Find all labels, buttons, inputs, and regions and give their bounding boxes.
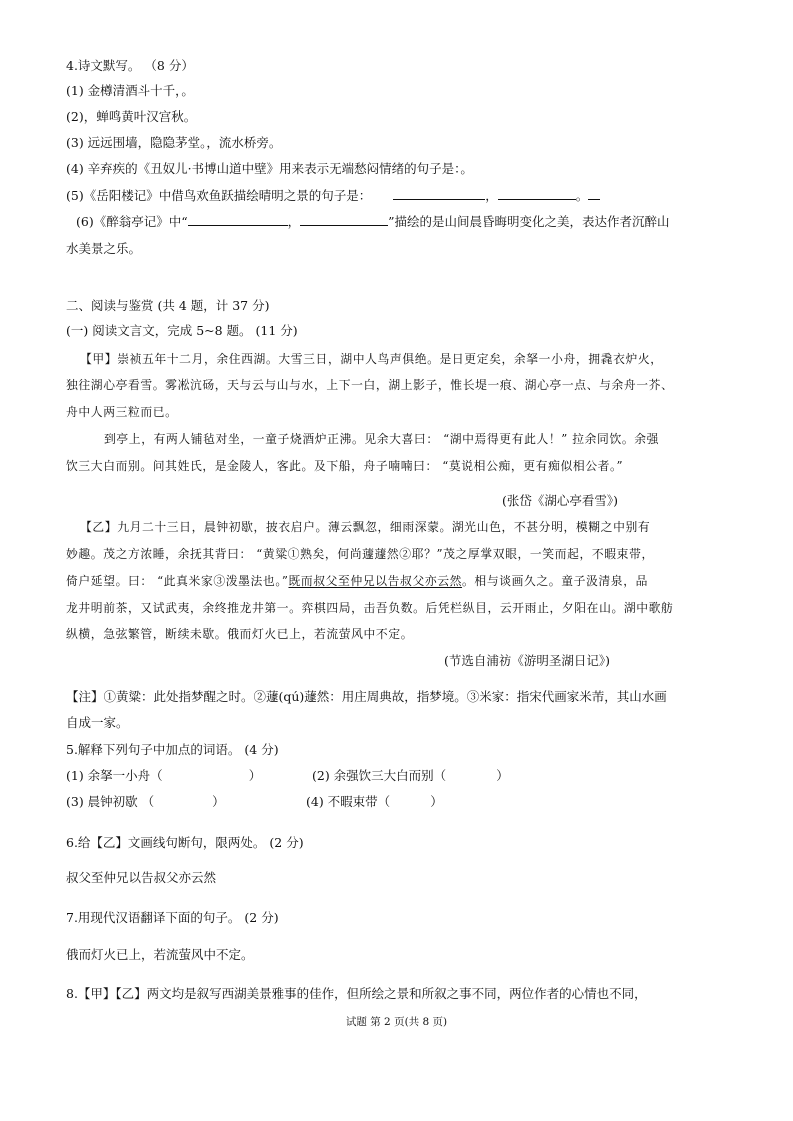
jia-p2-line2: 饮三大白而别。问其姓氏，是金陵人，客此。及下船，舟子喃喃曰： “莫说相公痴，更有痴似相公者。” [66,459,624,473]
yi-underlined-sentence: 既而叔父至仲兄以告叔父亦云然 [288,574,463,588]
yi-line3-tail: 。相与谈画久之。童子汲清泉，品 [462,574,648,588]
answer-blank[interactable] [498,187,576,200]
q7-sentence: 俄而灯火已上，若流萤风中不定。 [66,947,254,962]
yi-source: (节选自浦祊《游明圣湖日记》) [444,653,611,668]
q4-item-1: (1) 金樽清酒斗十千，。 [66,83,194,98]
yi-line2: 妙趣。茂之方浓睡，余抚其背曰： “黄粱①熟矣，何尚蘧蘧然②耶？”茂之厚掌双眼，一笑而起，不暇束带， [66,547,654,561]
answer-blank-tail [588,187,600,200]
q8-text: 8.【甲】【乙】两文均是叙写西湖美景雅事的佳作，但所绘之景和所叙之事不同，两位作者的心情也不同， [66,986,647,1001]
q5-item-3-text: (3) 晨钟初歇 （ [66,794,155,809]
q4-item-5-prompt: (5)《岳阳楼记》中借鸟欢鱼跃描绘晴明之景的句子是： [66,188,372,203]
q5-item-2 [312,767,509,785]
paren-close: ） [248,768,262,783]
yi-line1: 【乙】九月二十三日，晨钟初歇，披衣启户。薄云飘忽，细雨深蒙。湖光山色，不甚分明，模糊之中别有 [80,520,651,534]
answer-blank[interactable] [300,213,388,226]
yi-line4: 龙井明前茶，又试武夷，余终推龙井第一。弈棋四局，击吾负数。后凭栏纵目，云开雨止，夕阳在山。湖中歌舫 [66,601,674,615]
q5-item-4 [306,793,443,811]
answer-blank[interactable] [188,213,288,226]
section-title: 二、阅读与鉴赏 (共 4 题，计 37 分) [66,298,270,313]
note-line1: 【注】①黄粱：此处指梦醒之时。②蘧(qú)蘧然：用庄周典故，指梦境。③米家：指宋代画家米芾，其山水画 [66,689,667,704]
q4-item-6-prompt: (6)《醉翁亭记》中“ [76,214,188,229]
q4-item-6-cont: 水美景之乐。 [66,241,142,256]
period: 。 [575,188,589,203]
jia-p2-line1: 到亭上，有两人铺毡对坐，一童子烧酒炉正沸。见余大喜曰： “湖中焉得更有此人！” 拉余同饮。余强 [104,432,660,446]
q6-sentence: 叔父至仲兄以告叔父亦云然 [66,870,217,885]
section-subtitle: (一) 阅读文言文，完成 5~8 题。 (11 分) [66,323,298,338]
q4-item-3: (3) 远远围墙，隐隐茅堂。，流水桥旁。 [66,135,282,150]
answer-blank[interactable] [393,187,485,200]
q7-title: 7.用现代汉语翻译下面的句子。 (2 分) [66,910,279,925]
q4-item-6-text: ”描绘的是山间晨昏晦明变化之美，表达作者沉醉山 [388,214,670,229]
q4-item-2: (2)，蝉鸣黄叶汉宫秋。 [66,109,197,124]
jia-p1-line2: 独往湖心亭看雪。雾凇沆砀，天与云与山与水，上下一白，湖上影子，惟长堤一痕、湖心亭一点、与余舟一芥、 [66,378,674,392]
comma: ， [287,214,301,229]
paren-close: ） [430,794,443,809]
paren-close: ） [496,768,509,783]
q5-item-3 [66,793,225,811]
jia-source: (张岱《湖心亭看雪》) [502,493,619,508]
page-footer: 试题 第 2 页(共 8 页) [345,1016,448,1028]
note-line2: 自成一家。 [66,715,129,730]
paren-close: ） [212,794,225,809]
q4-item-4: (4) 辛弃疾的《丑奴儿·书博山道中壁》用来表示无端愁闷情绪的句子是：。 [66,161,473,176]
q5-item-2-text: (2) 余强饮三大白而别（ [312,768,447,783]
comma: ， [485,188,498,203]
jia-p1-line1: 【甲】崇祯五年十二月，余住西湖。大雪三日，湖中人鸟声俱绝。是日更定矣，余拏一小舟，拥毳衣炉火， [80,352,663,366]
q5-item-1-text: (1) 余拏一小舟（ [66,768,163,783]
q5-item-1 [66,767,261,785]
yi-line3-text: 倚户延望。曰： “此真米家③泼墨法也。” [66,574,289,588]
yi-line5: 纵横，急弦繁管，断续未歇。俄而灯火已上，若流萤风中不定。 [66,627,414,641]
q4-title: 4.诗文默写。 （8 分） [66,58,194,73]
q4-item-5 [66,187,600,205]
q5-item-4-text: (4) 不暇束带（ [306,794,391,809]
q4-item-6 [76,213,670,231]
jia-p1-line3: 舟中人两三粒而已。 [66,405,178,419]
q6-title: 6.给【乙】文画线句断句，限两处。 (2 分) [66,835,304,850]
q5-title: 5.解释下列句子中加点的词语。 (4 分) [66,742,279,757]
yi-line3 [66,572,648,590]
